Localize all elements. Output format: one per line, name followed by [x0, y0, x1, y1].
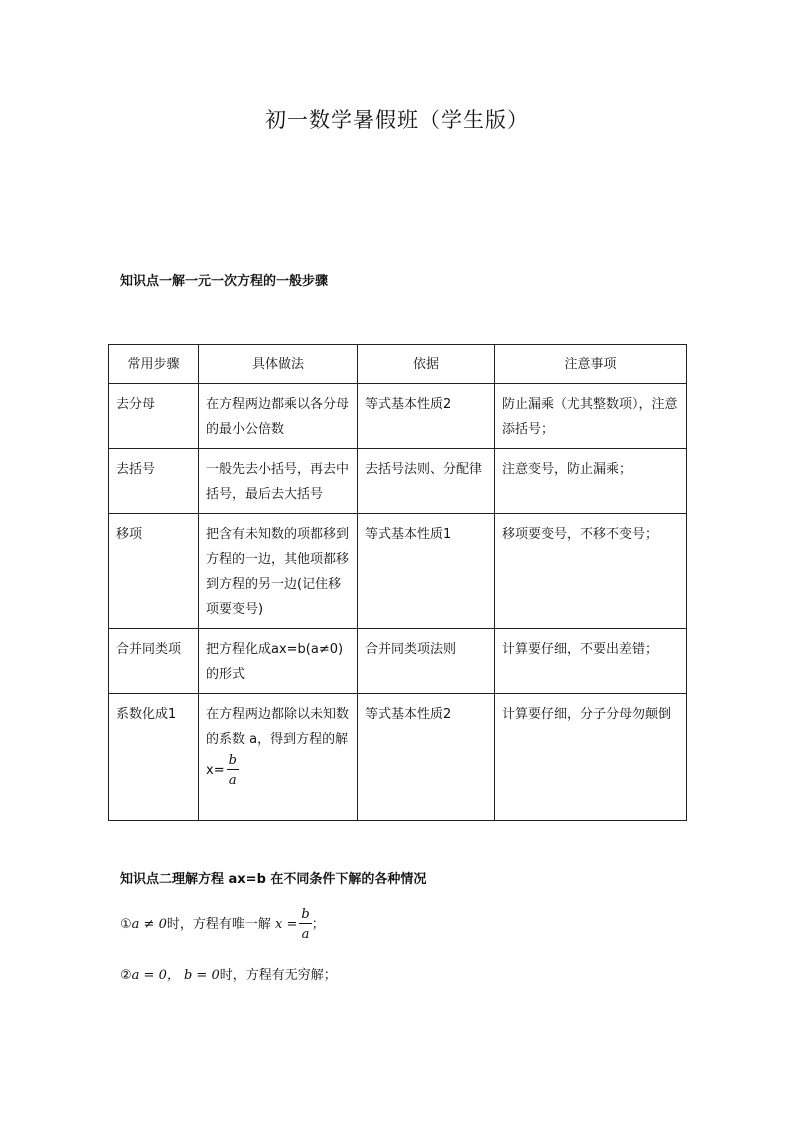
case-text: 时，方程有唯一解 — [166, 917, 271, 932]
cell-basis: 去括号法则、分配律 — [358, 449, 495, 514]
cell-notes: 防止漏乘（尤其整数项），注意添括号； — [495, 384, 687, 449]
table-row — [109, 629, 687, 694]
header-basis: 依据 — [358, 345, 495, 384]
cell-notes: 移项要变号，不移不变号； — [495, 514, 687, 629]
case-infinite-solutions — [120, 964, 337, 983]
cell-method — [199, 694, 358, 821]
cell-basis: 等式基本性质1 — [358, 514, 495, 629]
cell-notes: 计算要仔细，分子分母勿颠倒 — [495, 694, 687, 821]
section-heading-1: 知识点一解一元一次方程的一般步骤 — [120, 274, 329, 289]
case-marker: ① — [120, 917, 132, 932]
cell-basis: 合并同类项法则 — [358, 629, 495, 694]
cell-method: 在方程两边都乘以各分母的最小公倍数 — [199, 384, 358, 449]
fraction-b-over-a — [299, 906, 311, 943]
section-heading-2: 知识点二理解方程 ax=b 在不同条件下解的各种情况 — [120, 872, 427, 887]
table-header-row — [109, 345, 687, 384]
cell-step: 去括号 — [109, 449, 199, 514]
cell-notes: 注意变号，防止漏乘； — [495, 449, 687, 514]
cell-method: 一般先去小括号，再去中括号，最后去大括号 — [199, 449, 358, 514]
header-notes: 注意事项 — [495, 345, 687, 384]
case-end: ； — [311, 917, 325, 932]
case-marker: ② — [120, 968, 132, 983]
steps-table — [108, 344, 687, 821]
case-condition: a = 0， b = 0 — [131, 968, 220, 983]
fraction-denominator: a — [227, 769, 239, 789]
cell-step: 移项 — [109, 514, 199, 629]
cell-notes: 计算要仔细，不要出差错； — [495, 629, 687, 694]
header-method: 具体做法 — [199, 345, 358, 384]
case-unique-solution — [120, 906, 325, 943]
fraction-numerator: b — [301, 907, 310, 922]
cell-basis: 等式基本性质2 — [358, 384, 495, 449]
cell-step: 去分母 — [109, 384, 199, 449]
table-row — [109, 694, 687, 821]
method-text: 在方程两边都除以未知数的系数 a，得到方程的解 x= — [206, 707, 350, 778]
cell-basis: 等式基本性质2 — [358, 694, 495, 821]
table-row — [109, 384, 687, 449]
case-text: 时，方程有无穷解； — [219, 968, 337, 983]
fraction-numerator: b — [228, 753, 237, 768]
table-row — [109, 449, 687, 514]
cell-method: 把含有未知数的项都移到方程的一边，其他项都移到方程的另一边(记住移项要变号) — [199, 514, 358, 629]
fraction-b-over-a — [227, 752, 239, 789]
header-step: 常用步骤 — [109, 345, 199, 384]
cell-method: 把方程化成ax=b(a≠0)的形式 — [199, 629, 358, 694]
case-condition: a ≠ 0 — [131, 917, 167, 932]
solution-lhs: x = — [275, 917, 298, 932]
cell-step: 系数化成1 — [109, 694, 199, 821]
table-row — [109, 514, 687, 629]
page-title: 初一数学暑假班（学生版） — [265, 108, 529, 132]
cell-step: 合并同类项 — [109, 629, 199, 694]
fraction-denominator: a — [299, 923, 311, 943]
